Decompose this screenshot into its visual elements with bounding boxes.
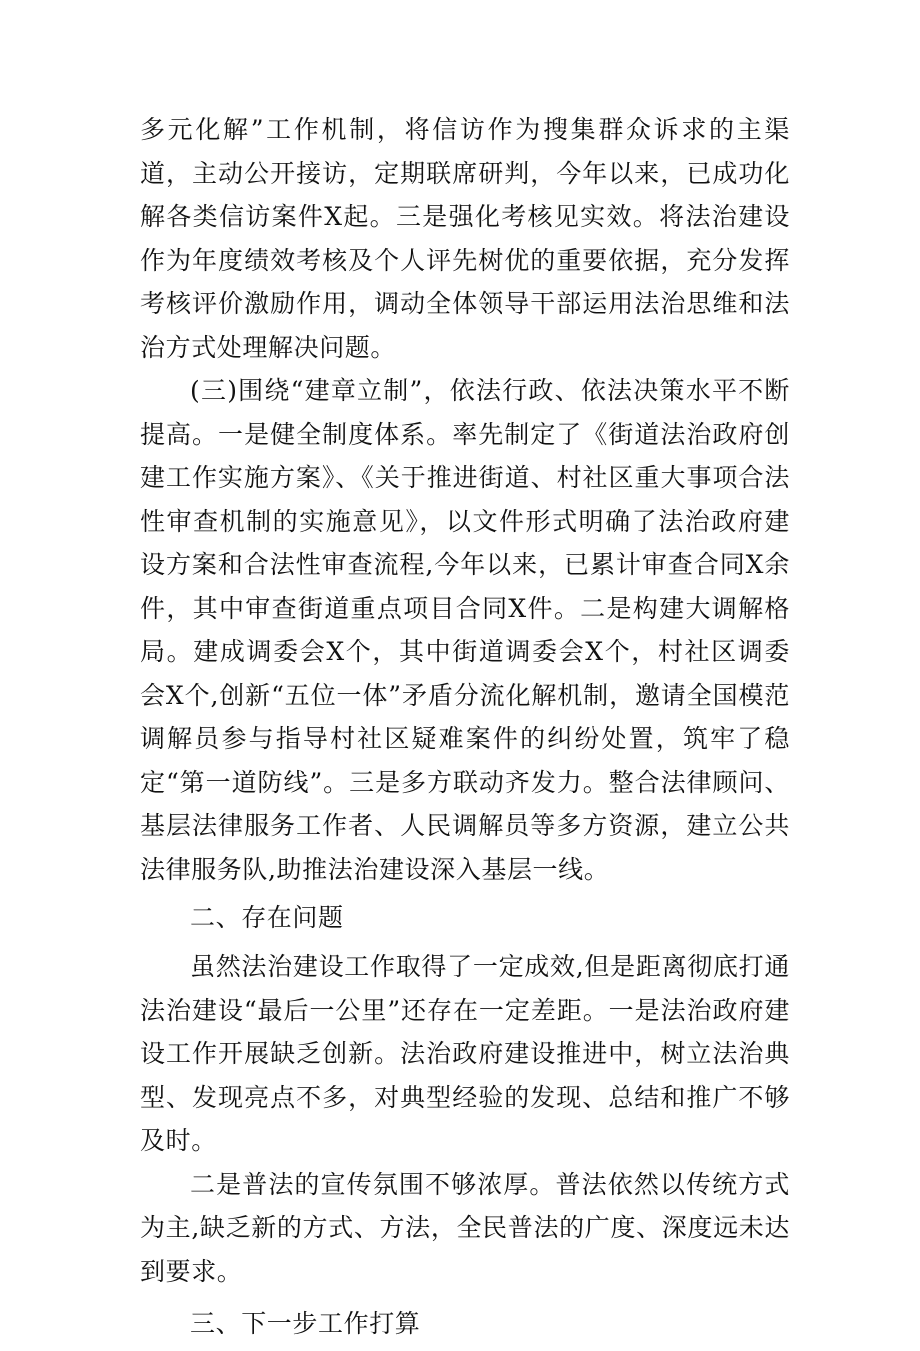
paragraph-regulations: (三)围绕“建章立制”，依法行政、依法决策水平不断提高。一是健全制度体系。率先制定了《街道法治政府创建工作实施方案》、《关于推进街道、村社区重大事项合法性审查机制的实施意见》，以文件形式明确了法治政府建设方案和合法性审查流程,今年以来，已累计审查合同X余件，其中审查街道重点项目合同X件。二是构建大调解格局。建成调委会X个，其中街道调委会X个，村社区调委会X个,创新“五位一体”矛盾分流化解机制，邀请全国模范调解员参与指导村社区疑难案件的纠纷处置，筑牢了稳定“第一道防线”。三是多方联动齐发力。整合法律顾问、基层法律服务工作者、人民调解员等多方资源，建立公共法律服务队,助推法治建设深入基层一线。: [140, 376, 790, 884]
paragraph-problems-1: 虽然法治建设工作取得了一定成效,但是距离彻底打通法治建设“最后一公里”还存在一定差距。一是法治政府建设工作开展缺乏创新。法治政府建设推进中，树立法治典型、发现亮点不多，对典型经验的发现、总结和推广不够及时。: [140, 952, 790, 1155]
paragraph-assessment: 多元化解”工作机制，将信访作为搜集群众诉求的主渠道，主动公开接访，定期联席研判，今年以来，已成功化解各类信访案件X起。三是强化考核见实效。将法治建设作为年度绩效考核及个人评先树优的重要依据，充分发挥考核评价激励作用，调动全体领导干部运用法治思维和法治方式处理解决问题。: [140, 115, 790, 362]
document-page: [140, 108, 790, 1351]
section-heading-problems: 二、存在问题: [190, 903, 344, 932]
section-heading-next-steps: 三、下一步工作打算: [190, 1309, 421, 1338]
paragraph-problems-2: 二是普法的宣传氛围不够浓厚。普法依然以传统方式为主,缺乏新的方式、方法，全民普法的广度、深度远未达到要求。: [140, 1169, 790, 1286]
